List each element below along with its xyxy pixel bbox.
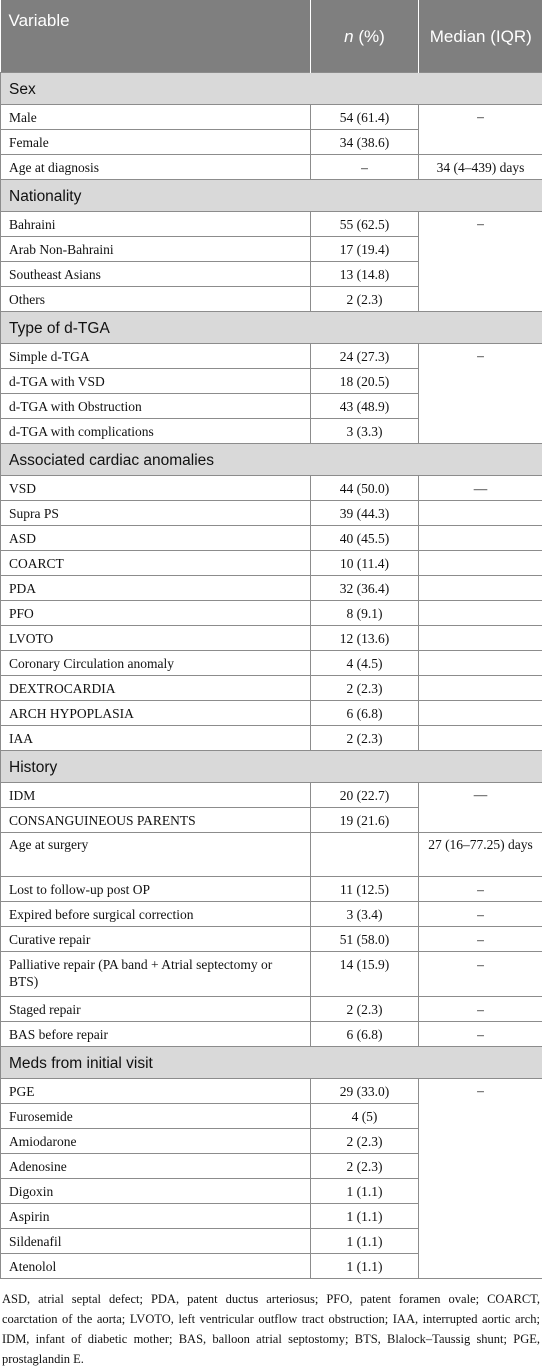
- row-label: IDM: [1, 783, 311, 808]
- header-n-pct: (%): [354, 27, 385, 46]
- row-n: 6 (6.8): [311, 1022, 419, 1047]
- row-n: 2 (2.3): [311, 1129, 419, 1154]
- row-label: d-TGA with complications: [1, 419, 311, 444]
- row-median: [419, 701, 542, 726]
- table-row: [1, 501, 542, 526]
- row-label: Sildenafil: [1, 1229, 311, 1254]
- section-title-sex: Sex: [1, 73, 542, 105]
- row-n: 2 (2.3): [311, 676, 419, 701]
- row-label: Others: [1, 287, 311, 312]
- table-row: [1, 344, 542, 369]
- row-median: 27 (16–77.25) days: [419, 833, 542, 877]
- row-label: IAA: [1, 726, 311, 751]
- row-n: 43 (48.9): [311, 394, 419, 419]
- row-label: PDA: [1, 576, 311, 601]
- row-median: —: [419, 783, 542, 833]
- table-row: [1, 833, 542, 877]
- section-title-type: Type of d-TGA: [1, 312, 542, 344]
- row-n: 39 (44.3): [311, 501, 419, 526]
- row-label: CONSANGUINEOUS PARENTS: [1, 808, 311, 833]
- row-label: Coronary Circulation anomaly: [1, 651, 311, 676]
- row-median: [419, 601, 542, 626]
- row-n: 8 (9.1): [311, 601, 419, 626]
- row-n: 1 (1.1): [311, 1229, 419, 1254]
- row-median: [419, 626, 542, 651]
- section-row-meds: [1, 1047, 542, 1079]
- row-label: DEXTROCARDIA: [1, 676, 311, 701]
- table-row: [1, 726, 542, 751]
- table-row: [1, 877, 542, 902]
- section-title-history: History: [1, 751, 542, 783]
- row-n: 17 (19.4): [311, 237, 419, 262]
- section-row-sex: [1, 73, 542, 105]
- row-median: –: [419, 927, 542, 952]
- row-label: Supra PS: [1, 501, 311, 526]
- row-n: 24 (27.3): [311, 344, 419, 369]
- row-n: 13 (14.8): [311, 262, 419, 287]
- row-label: Arab Non-Bahraini: [1, 237, 311, 262]
- table-row: [1, 212, 542, 237]
- section-row-nationality: [1, 180, 542, 212]
- table-row: [1, 601, 542, 626]
- row-n: 20 (22.7): [311, 783, 419, 808]
- row-median: –: [419, 997, 542, 1022]
- row-label: Curative repair: [1, 927, 311, 952]
- row-median: [419, 726, 542, 751]
- row-n: 18 (20.5): [311, 369, 419, 394]
- row-n: [311, 833, 419, 877]
- row-label: Bahraini: [1, 212, 311, 237]
- row-label: PGE: [1, 1079, 311, 1104]
- row-median: [419, 576, 542, 601]
- row-label: LVOTO: [1, 626, 311, 651]
- row-label: Staged repair: [1, 997, 311, 1022]
- header-n-italic: n: [344, 27, 353, 46]
- header-variable: Variable: [1, 0, 311, 73]
- table-row: [1, 701, 542, 726]
- table-row: [1, 1079, 542, 1104]
- table-row: [1, 783, 542, 808]
- row-label: VSD: [1, 476, 311, 501]
- row-median: –: [419, 1079, 542, 1279]
- section-row-type: [1, 312, 542, 344]
- row-label: Furosemide: [1, 1104, 311, 1129]
- row-median: [419, 651, 542, 676]
- row-n: 2 (2.3): [311, 1154, 419, 1179]
- row-median: –: [419, 344, 542, 444]
- table-row: [1, 576, 542, 601]
- row-n: 1 (1.1): [311, 1179, 419, 1204]
- row-n: 10 (11.4): [311, 551, 419, 576]
- row-median: –: [419, 212, 542, 312]
- row-n: 19 (21.6): [311, 808, 419, 833]
- row-n: 40 (45.5): [311, 526, 419, 551]
- row-n: 2 (2.3): [311, 287, 419, 312]
- row-n: 2 (2.3): [311, 726, 419, 751]
- row-median: –: [419, 1022, 542, 1047]
- table-row: [1, 997, 542, 1022]
- row-n: 29 (33.0): [311, 1079, 419, 1104]
- section-row-cardiac: [1, 444, 542, 476]
- row-n: 3 (3.4): [311, 902, 419, 927]
- row-label: Palliative repair (PA band + Atrial septectomy or BTS): [1, 952, 311, 997]
- row-label: PFO: [1, 601, 311, 626]
- row-label: Aspirin: [1, 1204, 311, 1229]
- table-row: [1, 105, 542, 130]
- section-title-meds: Meds from initial visit: [1, 1047, 542, 1079]
- row-label: Lost to follow-up post OP: [1, 877, 311, 902]
- table-row: [1, 927, 542, 952]
- row-n: 4 (5): [311, 1104, 419, 1129]
- row-label: d-TGA with Obstruction: [1, 394, 311, 419]
- row-label: ARCH HYPOPLASIA: [1, 701, 311, 726]
- table-row: [1, 902, 542, 927]
- table-header-row: [1, 0, 542, 73]
- row-n: 4 (4.5): [311, 651, 419, 676]
- row-median: [419, 676, 542, 701]
- table-row: [1, 651, 542, 676]
- row-median: –: [419, 902, 542, 927]
- row-n: 32 (36.4): [311, 576, 419, 601]
- row-n: 1 (1.1): [311, 1254, 419, 1279]
- row-n: 1 (1.1): [311, 1204, 419, 1229]
- table-row: [1, 551, 542, 576]
- row-n: 3 (3.3): [311, 419, 419, 444]
- row-label: Digoxin: [1, 1179, 311, 1204]
- table-footnote: ASD, atrial septal defect; PDA, patent ductus arteriosus; PFO, patent foramen ovale; COARCT, coarctation of the aorta; LVOTO, left ventricular outflow tract obstruction; IAA, interrupted aortic arch; IDM, infant of diabetic mother; BAS, balloon atrial septostomy; BTS, Blalock–Taussig shunt; PGE, prostaglandin E.: [0, 1279, 542, 1369]
- section-title-nationality: Nationality: [1, 180, 542, 212]
- table-row: [1, 676, 542, 701]
- row-n: 11 (12.5): [311, 877, 419, 902]
- row-median: [419, 501, 542, 526]
- row-label: Expired before surgical correction: [1, 902, 311, 927]
- row-n: 51 (58.0): [311, 927, 419, 952]
- row-label: Atenolol: [1, 1254, 311, 1279]
- section-title-cardiac: Associated cardiac anomalies: [1, 444, 542, 476]
- header-n-percent: [311, 0, 419, 73]
- table-row: [1, 476, 542, 501]
- row-n: –: [311, 155, 419, 180]
- row-median: [419, 526, 542, 551]
- table-row: [1, 626, 542, 651]
- row-label: COARCT: [1, 551, 311, 576]
- row-median: 34 (4–439) days: [419, 155, 542, 180]
- row-label: Simple d-TGA: [1, 344, 311, 369]
- header-median: Median (IQR): [419, 0, 542, 73]
- row-median: –: [419, 105, 542, 155]
- row-label: BAS before repair: [1, 1022, 311, 1047]
- row-n: 55 (62.5): [311, 212, 419, 237]
- row-label: d-TGA with VSD: [1, 369, 311, 394]
- row-n: 12 (13.6): [311, 626, 419, 651]
- row-n: 54 (61.4): [311, 105, 419, 130]
- row-label: Southeast Asians: [1, 262, 311, 287]
- row-n: 44 (50.0): [311, 476, 419, 501]
- row-label: Adenosine: [1, 1154, 311, 1179]
- row-n: 14 (15.9): [311, 952, 419, 997]
- row-label: Age at diagnosis: [1, 155, 311, 180]
- row-label: Female: [1, 130, 311, 155]
- row-label: Male: [1, 105, 311, 130]
- row-n: 34 (38.6): [311, 130, 419, 155]
- table-row: [1, 952, 542, 997]
- table-row: [1, 155, 542, 180]
- row-median: [419, 551, 542, 576]
- row-median: –: [419, 952, 542, 997]
- section-row-history: [1, 751, 542, 783]
- row-median: –: [419, 877, 542, 902]
- table-row: [1, 526, 542, 551]
- row-label: ASD: [1, 526, 311, 551]
- row-n: 6 (6.8): [311, 701, 419, 726]
- row-n: 2 (2.3): [311, 997, 419, 1022]
- row-median: —: [419, 476, 542, 501]
- row-label: Amiodarone: [1, 1129, 311, 1154]
- row-label: Age at surgery: [1, 833, 311, 877]
- table-row: [1, 1022, 542, 1047]
